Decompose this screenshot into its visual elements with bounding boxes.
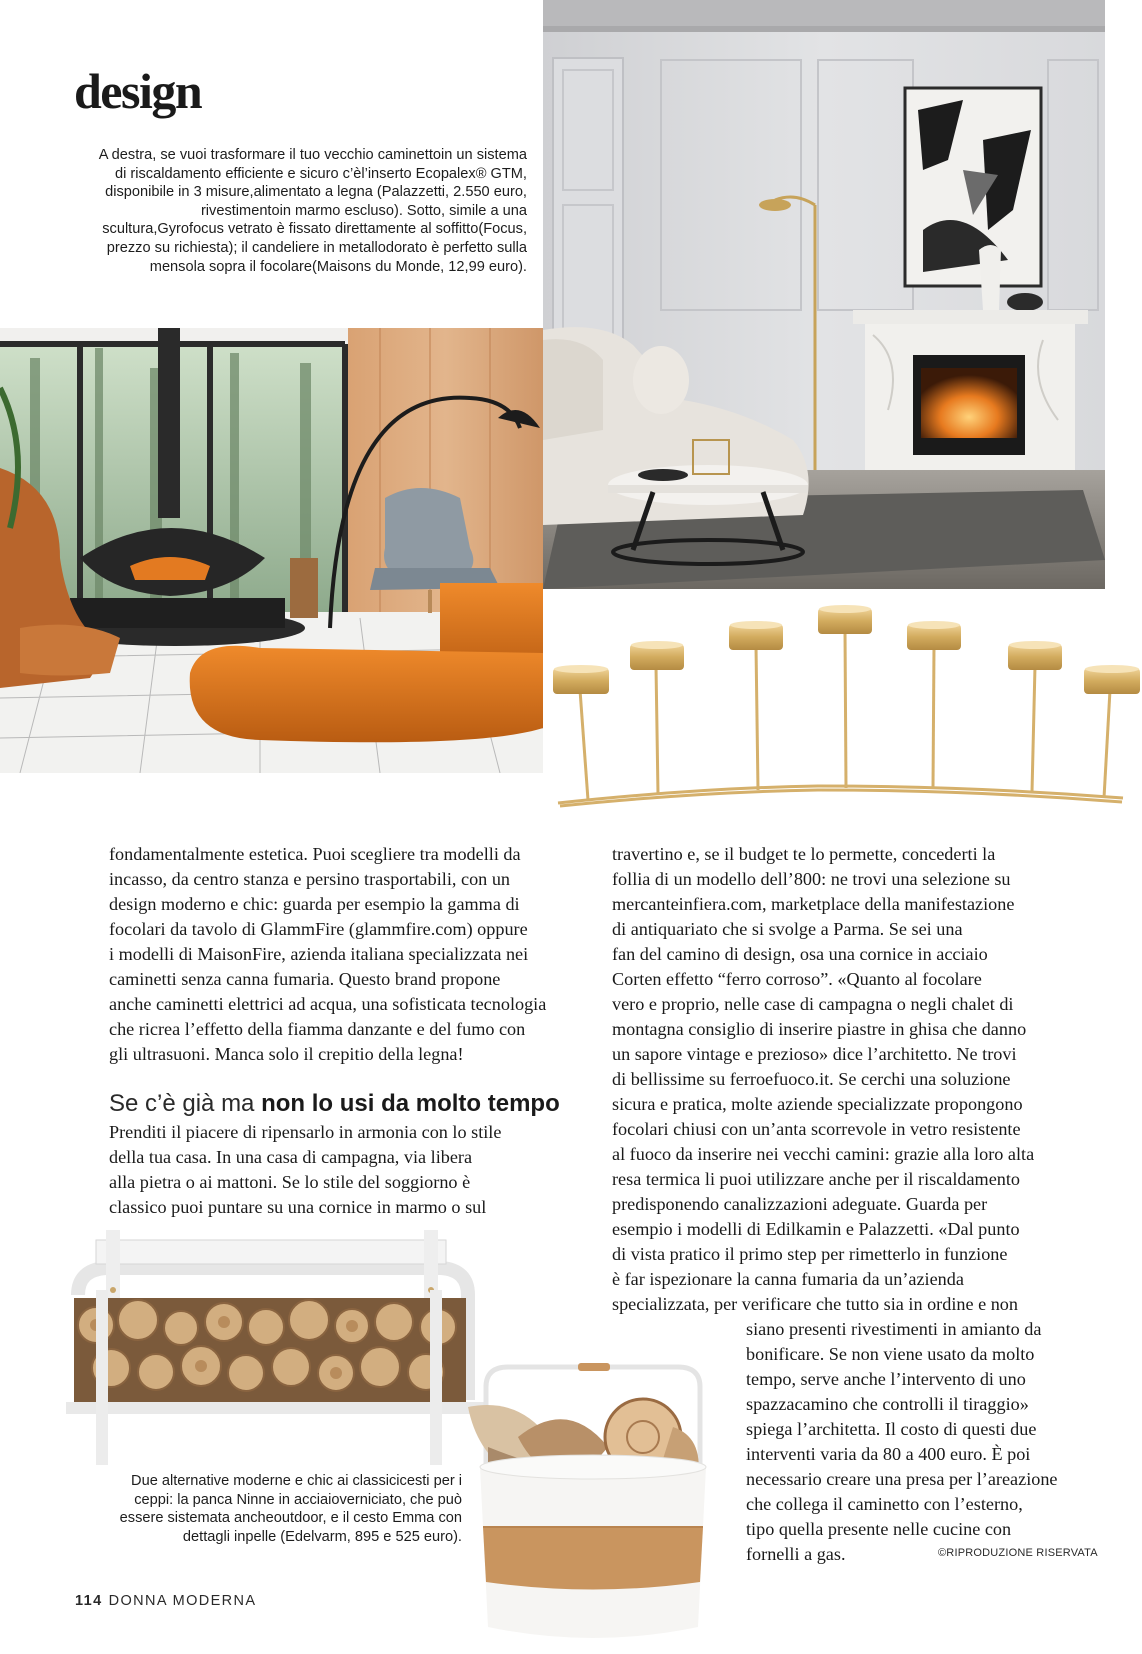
text-line: dorato è perfetto sulla mensola sopra il focolare bbox=[149, 239, 527, 275]
text-line: Corten effetto “ferro corroso”. «Quanto al focolare bbox=[612, 969, 982, 989]
text-line: alimentato a legna (Palazzetti, 2.550 euro, rivestimento bbox=[200, 184, 527, 219]
text-line: spazzacamino che controlli il tiraggio» bbox=[746, 1394, 1029, 1414]
text-line: i modelli di MaisonFire, azienda italiana specializzata nei bbox=[109, 944, 529, 964]
text-line: montagna consiglio di inserire piastre in ghisa che danno bbox=[612, 1019, 1027, 1039]
subheading-light: Se c’è già ma bbox=[109, 1090, 262, 1117]
text-line: l’inserto Ecopalex® GTM, disponibile in 3 misure, bbox=[105, 165, 527, 201]
caption-top bbox=[92, 146, 527, 276]
text-line: in marmo escluso). Sotto, simile a una scultura, bbox=[102, 202, 527, 238]
photo-basket bbox=[458, 1357, 728, 1649]
text-line: Gyrofocus vetrato è fissato direttamente al soffitto bbox=[157, 221, 479, 238]
text-line: fondamentalmente estetica. Puoi scegliere tra modelli da bbox=[109, 844, 521, 864]
text-line: che ricrea l’effetto della fiamma danzante e del fumo con bbox=[109, 1019, 526, 1039]
text-line: focolari da tavolo di GlammFire (glammfire.com) oppure bbox=[109, 919, 528, 939]
text-line: fan del camino di design, osa una cornice in acciaio bbox=[612, 944, 988, 964]
text-line: vero e proprio, nelle case di campagna o negli chalet di bbox=[612, 994, 1014, 1014]
text-line: sicura e pratica, molte aziende specializzate propongono bbox=[612, 1094, 1023, 1114]
caption-bottom bbox=[110, 1472, 462, 1546]
article-column-left-sub bbox=[109, 1090, 589, 1220]
text-line: tipo quella presente nelle cucine con bbox=[746, 1519, 1012, 1539]
text-line: classico puoi puntare su una cornice in marmo o sul bbox=[109, 1197, 487, 1217]
text-line: Prenditi il piacere di ripensarlo in armonia con lo stile bbox=[109, 1122, 502, 1142]
text-line: A destra, se vuoi trasformare il tuo vecchio caminetto bbox=[98, 147, 442, 163]
page-number: 114 bbox=[75, 1593, 103, 1609]
photo-hanging-fireplace bbox=[0, 328, 543, 773]
subheading bbox=[109, 1090, 589, 1118]
text-line: di vista pratico il primo step per rimetterlo in funzione bbox=[612, 1244, 1008, 1264]
article-column-right bbox=[612, 842, 1092, 1317]
text-line: in un sistema di riscaldamento efficiente e sicuro c’è bbox=[115, 147, 527, 182]
article-column-left-top bbox=[109, 842, 579, 1067]
text-line: fornelli a gas. bbox=[746, 1544, 846, 1564]
text-line: follia di un modello dell’800: ne trovi una selezione su bbox=[612, 869, 1011, 889]
text-line: (Focus, prezzo su richiesta); il candeliere in metallo bbox=[106, 221, 527, 256]
text-line: un sapore vintage e prezioso» dice l’architetto. Ne trovi bbox=[612, 1044, 1017, 1064]
text-line: pelle (Edelvarm, 895 e 525 euro). bbox=[245, 1528, 462, 1545]
text-line: della tua casa. In una casa di campagna, via libera bbox=[109, 1147, 473, 1167]
text-line: incasso, da centro stanza e persino trasportabili, con un bbox=[109, 869, 511, 889]
text-line: verniciato, che può essere sistemata anche bbox=[119, 1491, 462, 1527]
text-line: travertino e, se il budget te lo permette, concederti la bbox=[612, 844, 996, 864]
text-line: esempio i modelli di Edilkamin e Palazzetti. «Dal punto bbox=[612, 1219, 1020, 1239]
text-line: caminetti senza canna fumaria. Questo brand propone bbox=[109, 969, 501, 989]
text-line: spiega l’architetta. Il costo di questi due bbox=[746, 1419, 1037, 1439]
text-line: design moderno e chic: guarda per esempio la gamma di bbox=[109, 894, 520, 914]
text-line: cesti per i ceppi: la panca Ninne in acciaio bbox=[134, 1473, 462, 1508]
text-line: (Maisons du Monde, 12,99 euro). bbox=[312, 258, 527, 275]
text-line: anche caminetti elettrici ad acqua, una sofisticata tecnologia bbox=[109, 994, 547, 1014]
subheading-bold: non lo usi da molto tempo bbox=[261, 1090, 560, 1117]
text-line: focolari chiusi con un’anta scorrevole in vetro resistente bbox=[612, 1119, 1021, 1139]
article-column-right-tail bbox=[746, 1317, 1106, 1567]
text-line: alla pietra o ai mattoni. Se lo stile del soggiorno è bbox=[109, 1172, 471, 1192]
section-title: design bbox=[74, 63, 202, 119]
text-line: al fuoco da inserire nei vecchi camini: grazie alla loro alta bbox=[612, 1144, 1035, 1164]
page-footer bbox=[75, 1593, 257, 1609]
text-line: gli ultrasuoni. Manca solo il crepitio della legna! bbox=[109, 1044, 464, 1064]
text-line: che collega il caminetto con l’esterno, bbox=[746, 1494, 1023, 1514]
text-line: specializzata, per verificare che tutto sia in ordine e non bbox=[612, 1294, 1018, 1314]
text-line: siano presenti rivestimenti in amianto da bbox=[746, 1319, 1042, 1339]
text-line: tempo, serve anche l’intervento di uno bbox=[746, 1369, 1026, 1389]
text-line: outdoor, e il cesto Emma con dettagli in bbox=[182, 1510, 462, 1545]
text-line: di antiquariato che si svolge a Parma. Se sei una bbox=[612, 919, 963, 939]
subsection-text bbox=[109, 1120, 589, 1220]
photo-wood-bench bbox=[66, 1230, 484, 1465]
text-line: mercanteinfiera.com, marketplace della manifestazione bbox=[612, 894, 1015, 914]
photo-living-room bbox=[543, 0, 1105, 589]
text-line: bonificare. Se non viene usato da molto bbox=[746, 1344, 1035, 1364]
text-line: interventi varia da 80 a 400 euro. È poi bbox=[746, 1444, 1031, 1464]
text-line: Due alternative moderne e chic ai classici bbox=[131, 1473, 400, 1489]
photo-candelabra bbox=[548, 598, 1142, 823]
text-line: predisponendo canalizzazioni adeguate. Guarda per bbox=[612, 1194, 988, 1214]
text-line: è far ispezionare la canna fumaria da un’azienda bbox=[612, 1269, 964, 1289]
text-line: necessario creare una presa per l’areazione bbox=[746, 1469, 1058, 1489]
text-line: di bellissime su ferroefuoco.it. Se cerchi una soluzione bbox=[612, 1069, 1011, 1089]
magazine-name: DONNA MODERNA bbox=[108, 1593, 257, 1609]
text-line: resa termica li puoi utilizzare anche per il riscaldamento bbox=[612, 1169, 1021, 1189]
copyright-notice: ©RIPRODUZIONE RISERVATA bbox=[938, 1547, 1098, 1559]
